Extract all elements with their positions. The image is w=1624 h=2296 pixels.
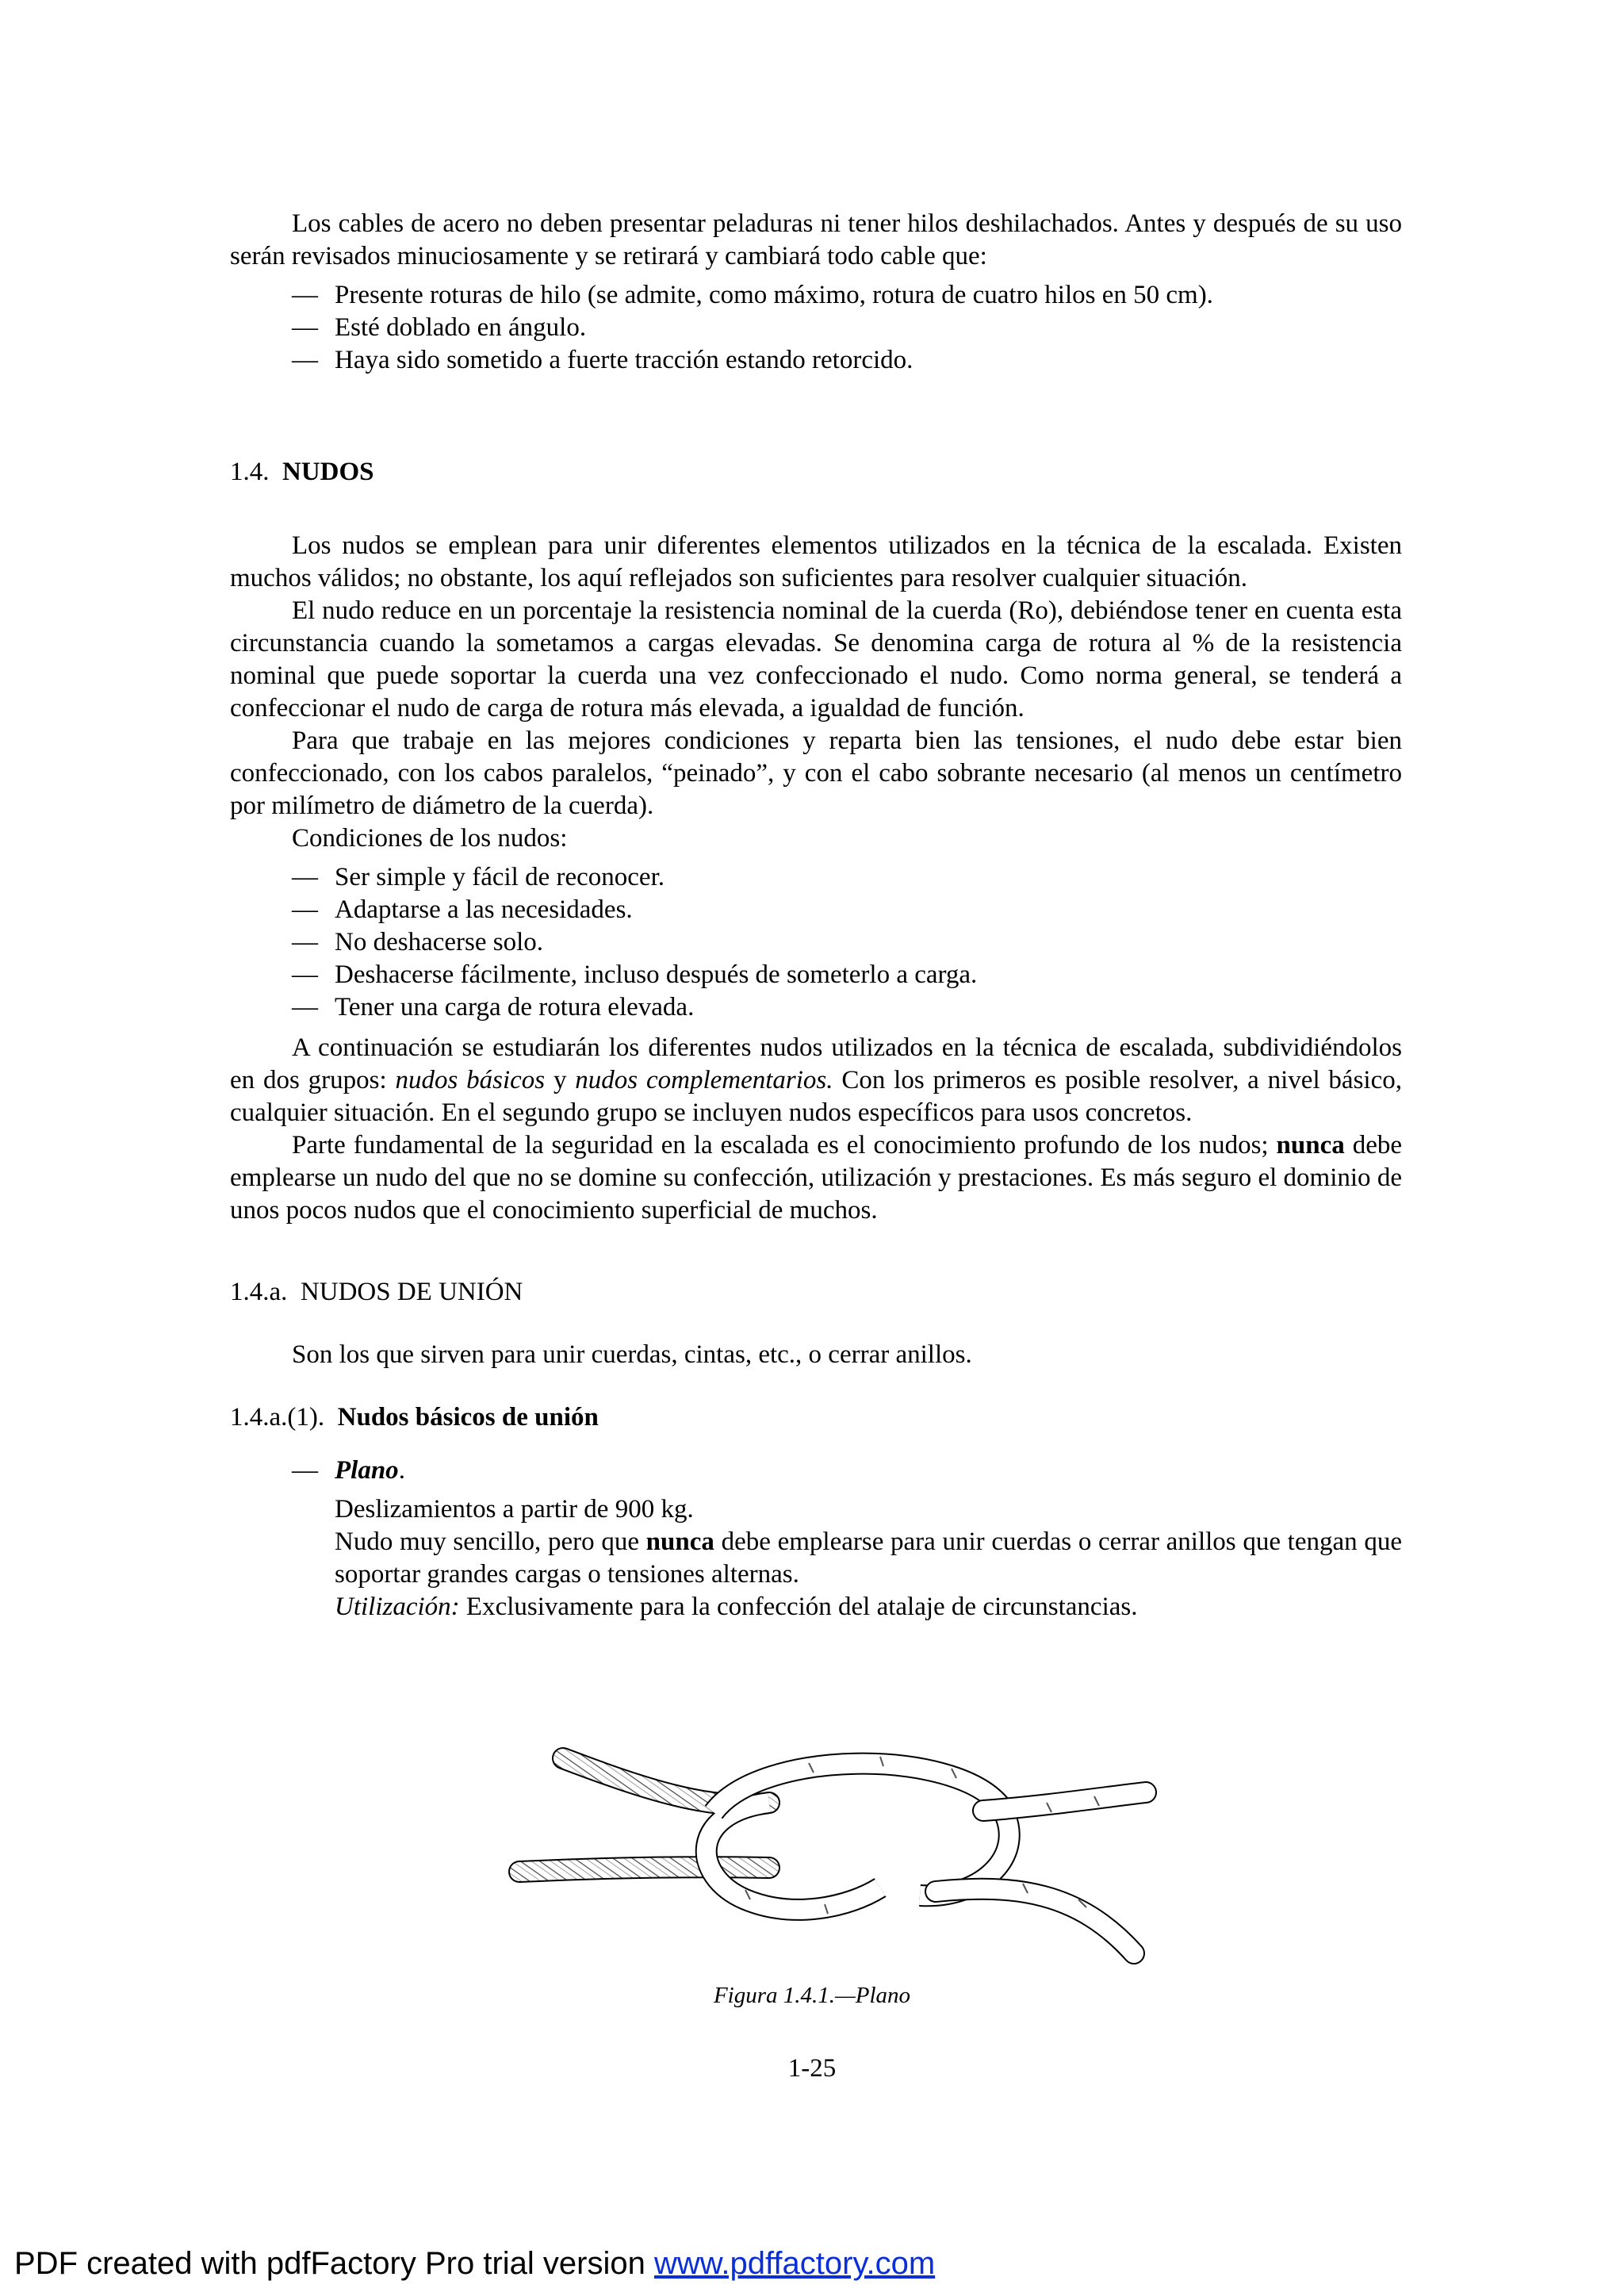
page-number: 1-25 (787, 2054, 837, 2083)
pdf-footer (14, 2246, 935, 2282)
conditions-list (230, 861, 1402, 1024)
plano-usage: Utilización: Exclusivamente para la confección del atalaje de circunstancias. (335, 1593, 1138, 1621)
list-item: — Presente roturas de hilo (se admite, como máximo, rotura de cuatro hilos en 50 cm). (230, 279, 1402, 312)
plano-slip-line: Deslizamientos a partir de 900 kg. (335, 1495, 694, 1524)
footer-link[interactable]: www.pdffactory.com (653, 2246, 936, 2281)
list-item: — Ser simple y fácil de reconocer. (230, 861, 1402, 894)
figure-caption: Figura 1.4.1.—Plano (713, 1983, 911, 2008)
section-title: NUDOS (282, 458, 374, 486)
plano-warning: Nudo muy sencillo, pero que nunca debe emplearse para unir cuerdas o cerrar anillos que tengan que soportar grandes cargas o tensiones alternas. (335, 1527, 1402, 1589)
list-item: — Esté doblado en ángulo. (230, 312, 1402, 344)
section-number: 1.4.a. (230, 1278, 288, 1306)
cable-list (230, 279, 1402, 377)
list-item: — Deshacerse fácilmente, incluso después de someterlo a carga. (230, 959, 1402, 991)
paragraph-nudos-intro: Los nudos se emplean para unir diferentes elementos utilizados en la técnica de la escalada. Existen muchos válidos; no obstante, los aquí reflejados son suficientes para resolver cualquier situación. (230, 531, 1402, 592)
list-item: — Haya sido sometido a fuerte tracción estando retorcido. (230, 344, 1402, 377)
paragraph-condiciones-label: Condiciones de los nudos: (292, 824, 568, 853)
paragraph-nudos-condiciones-trabajo: Para que trabaje en las mejores condiciones y reparta bien las tensiones, el nudo debe estar bien confeccionado, con los cabos paralelos, “peinado”, y con el cabo sobrante necesario (al menos un centímetro por milímetro de diámetro de la cuerda). (230, 726, 1402, 820)
section-number: 1.4. (230, 458, 270, 486)
paragraph-cables: Los cables de acero no deben presentar peladuras ni tener hilos deshilachados. Antes y después de su uso serán revisados minuciosamente y se retirará y cambiará todo cable que: (230, 209, 1402, 270)
subsection-heading-basicos (230, 1401, 1402, 1434)
list-item: — Adaptarse a las necesidades. (230, 894, 1402, 926)
section-heading-nudos (230, 456, 1402, 489)
plano-description (230, 1493, 1402, 1623)
section-title: NUDOS DE UNIÓN (300, 1278, 523, 1306)
paragraph-union: Son los que sirven para unir cuerdas, cintas, etc., o cerrar anillos. (292, 1340, 972, 1369)
footer-text: PDF created with pdfFactory Pro trial version (14, 2246, 654, 2281)
page-body (230, 208, 1402, 1623)
paragraph-nudos-resistencia: El nudo reduce en un porcentaje la resistencia nominal de la cuerda (Ro), debiéndose tener en cuenta esta circunstancia cuando la sometamos a cargas elevadas. Se denomina carga de rotura al % de la resistencia nominal que puede soportar la cuerda una vez confeccionado el nudo. Como norma general, se tenderá a confeccionar el nudo de carga de rotura más elevada, a igualdad de función. (230, 596, 1402, 723)
subsection-heading-union (230, 1276, 1402, 1309)
reef-knot-illustration (508, 1741, 1182, 1971)
paragraph-seguridad: Parte fundamental de la seguridad en la escalada es el conocimiento profundo de los nudos; nunca debe emplearse un nudo del que no se domine su confección, utilización y prestaciones. Es más seguro el dominio de unos pocos nudos que el conocimiento superficial de muchos. (230, 1131, 1402, 1225)
section-title: Nudos básicos de unión (337, 1403, 599, 1432)
list-item: — Tener una carga de rotura elevada. (230, 991, 1402, 1024)
list-item: — No deshacerse solo. (230, 926, 1402, 959)
paragraph-continuacion: A continuación se estudiarán los diferentes nudos utilizados en la técnica de escalada, subdividiéndolos en dos grupos: nudos básicos y nudos complementarios. Con los primeros es posible resolver, a nivel básico, cualquier situación. En el segundo grupo se incluyen nudos específicos para usos concretos. (230, 1033, 1402, 1127)
section-number: 1.4.a.(1). (230, 1403, 325, 1432)
plano-heading: — Plano. (292, 1456, 405, 1485)
